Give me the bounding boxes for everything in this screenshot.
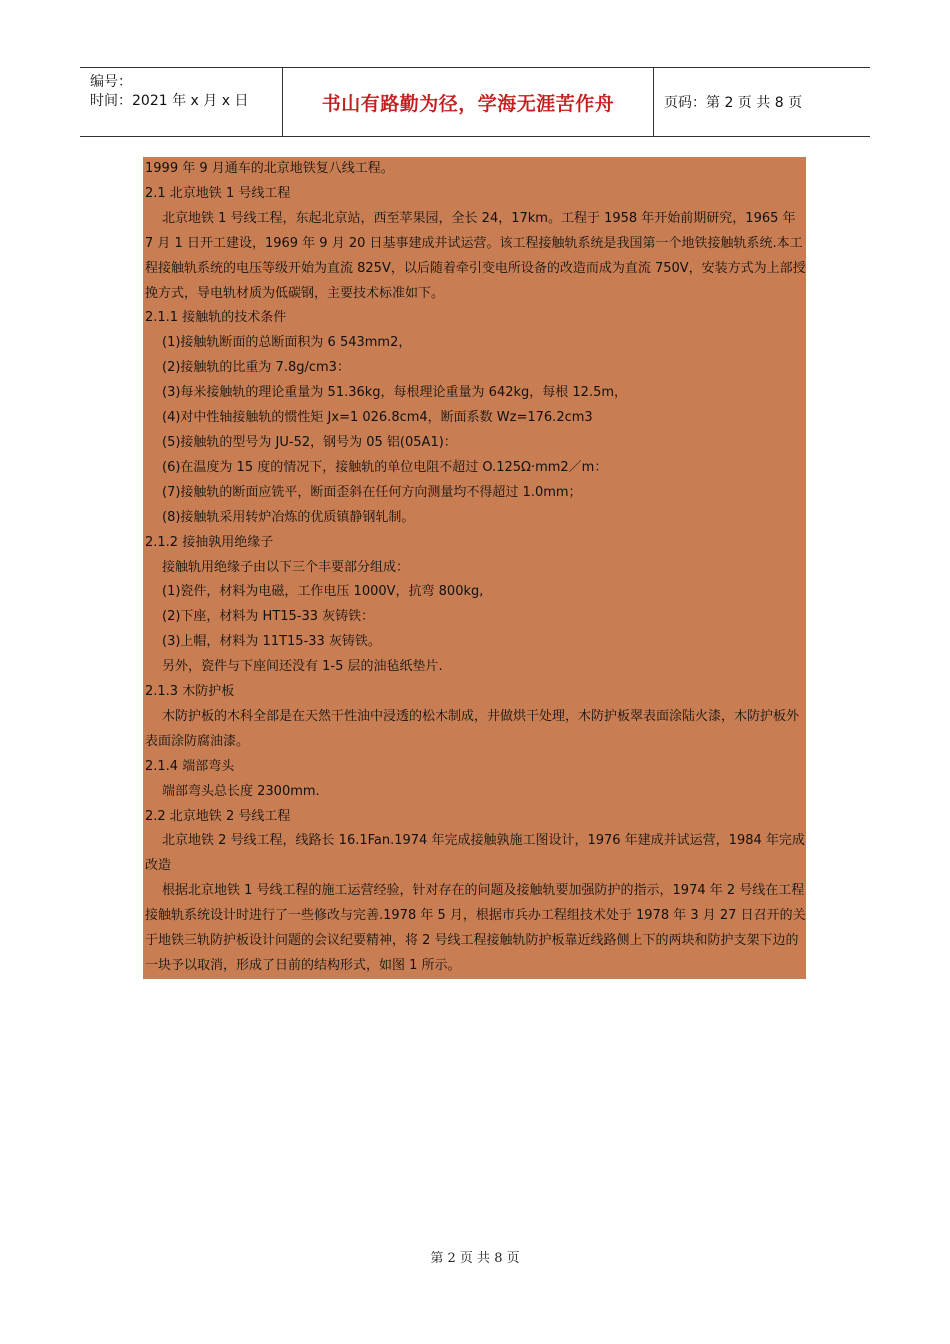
paragraph-line2-overview: 北京地铁 2 号线工程，线路长 16.1Fan.1974 年完成接触孰施工图设计，1976 年建成并试运营，1984 年完成改造 [145, 833, 805, 874]
list-item: (5)接触轨的型号为 JU-52，钢号为 05 铝(05A1)： [162, 434, 457, 450]
list-item: (1)接触轨断面的总断面积为 6 543mm2， [162, 335, 412, 351]
section-heading-2-1-4: 2.1.4 端部弯头 [145, 758, 235, 774]
header-page-cell [654, 68, 870, 136]
section-heading-2-2: 2.2 北京地铁 2 号线工程 [145, 808, 291, 824]
list-item: (1)瓷件，材料为电磁，工作电压 1000V，抗弯 800kg, [162, 584, 484, 600]
list-item: (3)上帽，材料为 11T15-33 灰铸铁。 [162, 634, 381, 650]
section-heading-2-1-1: 2.1.1 接触轨的技术条件 [145, 310, 287, 326]
paragraph-end-bend: 端部弯头总长度 2300mm. [162, 783, 320, 799]
paragraph-wood-board: 木防护板的木科全部是在天然干性油中浸透的松木制成，井做烘干处理，木防护板翠表面涂陆火漆，木防护板外表面涂防腐油漆。 [145, 708, 800, 749]
list-item: (8)接触轨采用转炉冶炼的优质镇静钢轧制。 [162, 509, 415, 525]
section-heading-2-1: 2.1 北京地铁 1 号线工程 [145, 185, 291, 201]
paragraph-line1-overview: 北京地铁 1 号线工程，东起北京站，西至苹果园，全长 24，17km。工程于 1958 年开始前期研究，1965 年 7 月 1 日开工建设，1969 年 9 月 20 日基事建成并试运营。该工程接触轨系统是我国第一个地铁接触轨系统.本工程接触轨系统的电压等级开始为直流 825V，以后随着牵引变电所设备的改造而成为直流 750V，安装方式为上部授挽方式，导电轨材质为低碳钢，主要技术标准如下。 [145, 210, 806, 301]
document-header [80, 67, 870, 137]
paragraph-insulator-note: 另外，瓷件与下座间还没有 1-5 层的油毡纸垫片. [162, 659, 443, 675]
list-item: (4)对中性轴接触轨的惯性矩 Jx=1 026.8cm4，断面系数 Wz=176.2cm3 [162, 410, 593, 426]
header-meta-cell [80, 68, 282, 136]
document-body [143, 157, 806, 979]
date-label: 时间：2021 年 x 月 x 日 [90, 93, 249, 109]
page-footer: 第 2 页 共 8 页 [430, 1251, 520, 1266]
list-item: (3)每米接触轨的理论重量为 51.36kg，每根理论重量为 642kg，每根 12.5m， [162, 385, 628, 401]
motto-text: 书山有路勤为径，学海无涯苦作舟 [321, 92, 615, 115]
code-label: 编号： [90, 74, 132, 90]
list-item: (7)接触轨的断面应铣平，断面歪斜在任何方向测量均不得超过 1.0mm； [162, 484, 582, 500]
page-info: 页码：第 2 页 共 8 页 [664, 95, 803, 111]
paragraph-insulator-intro: 接触轨用绝缘子由以下三个丰要部分组成： [162, 559, 410, 575]
section-heading-2-1-3: 2.1.3 木防护板 [145, 684, 235, 700]
paragraph-line2-changes: 根据北京地铁 1 号线工程的施工运营经验，针对存在的问题及接触轨要加强防护的指示，1974 年 2 号线在工程接触轨系统设计时进行了一些修改与完善.1978 年 5 月，根据市兵办工程组技术处于 1978 年 3 月 27 日召开的关于地铁三轨防护板设计问题的会议纪要精神，将 2 号线工程接触轨防护板靠近线路侧上下的两块和防护支架下边的一块予以取消，形成了日前的结构形式，如图 1 所示。 [145, 883, 806, 973]
header-motto-cell [282, 68, 654, 136]
section-heading-2-1-2: 2.1.2 接抽孰用绝缘子 [145, 534, 274, 550]
paragraph-intro: 1999 年 9 月通车的北京地铁复八线工程。 [145, 161, 394, 176]
list-item: (6)在温度为 15 度的情况下，接触轨的单位电阻不超过 O.125Ω·mm2／m： [162, 459, 608, 475]
list-item: (2)下座，材料为 HT15-33 灰铸铁： [162, 609, 375, 625]
list-item: (2)接触轨的比重为 7.8g/cm3： [162, 360, 350, 376]
